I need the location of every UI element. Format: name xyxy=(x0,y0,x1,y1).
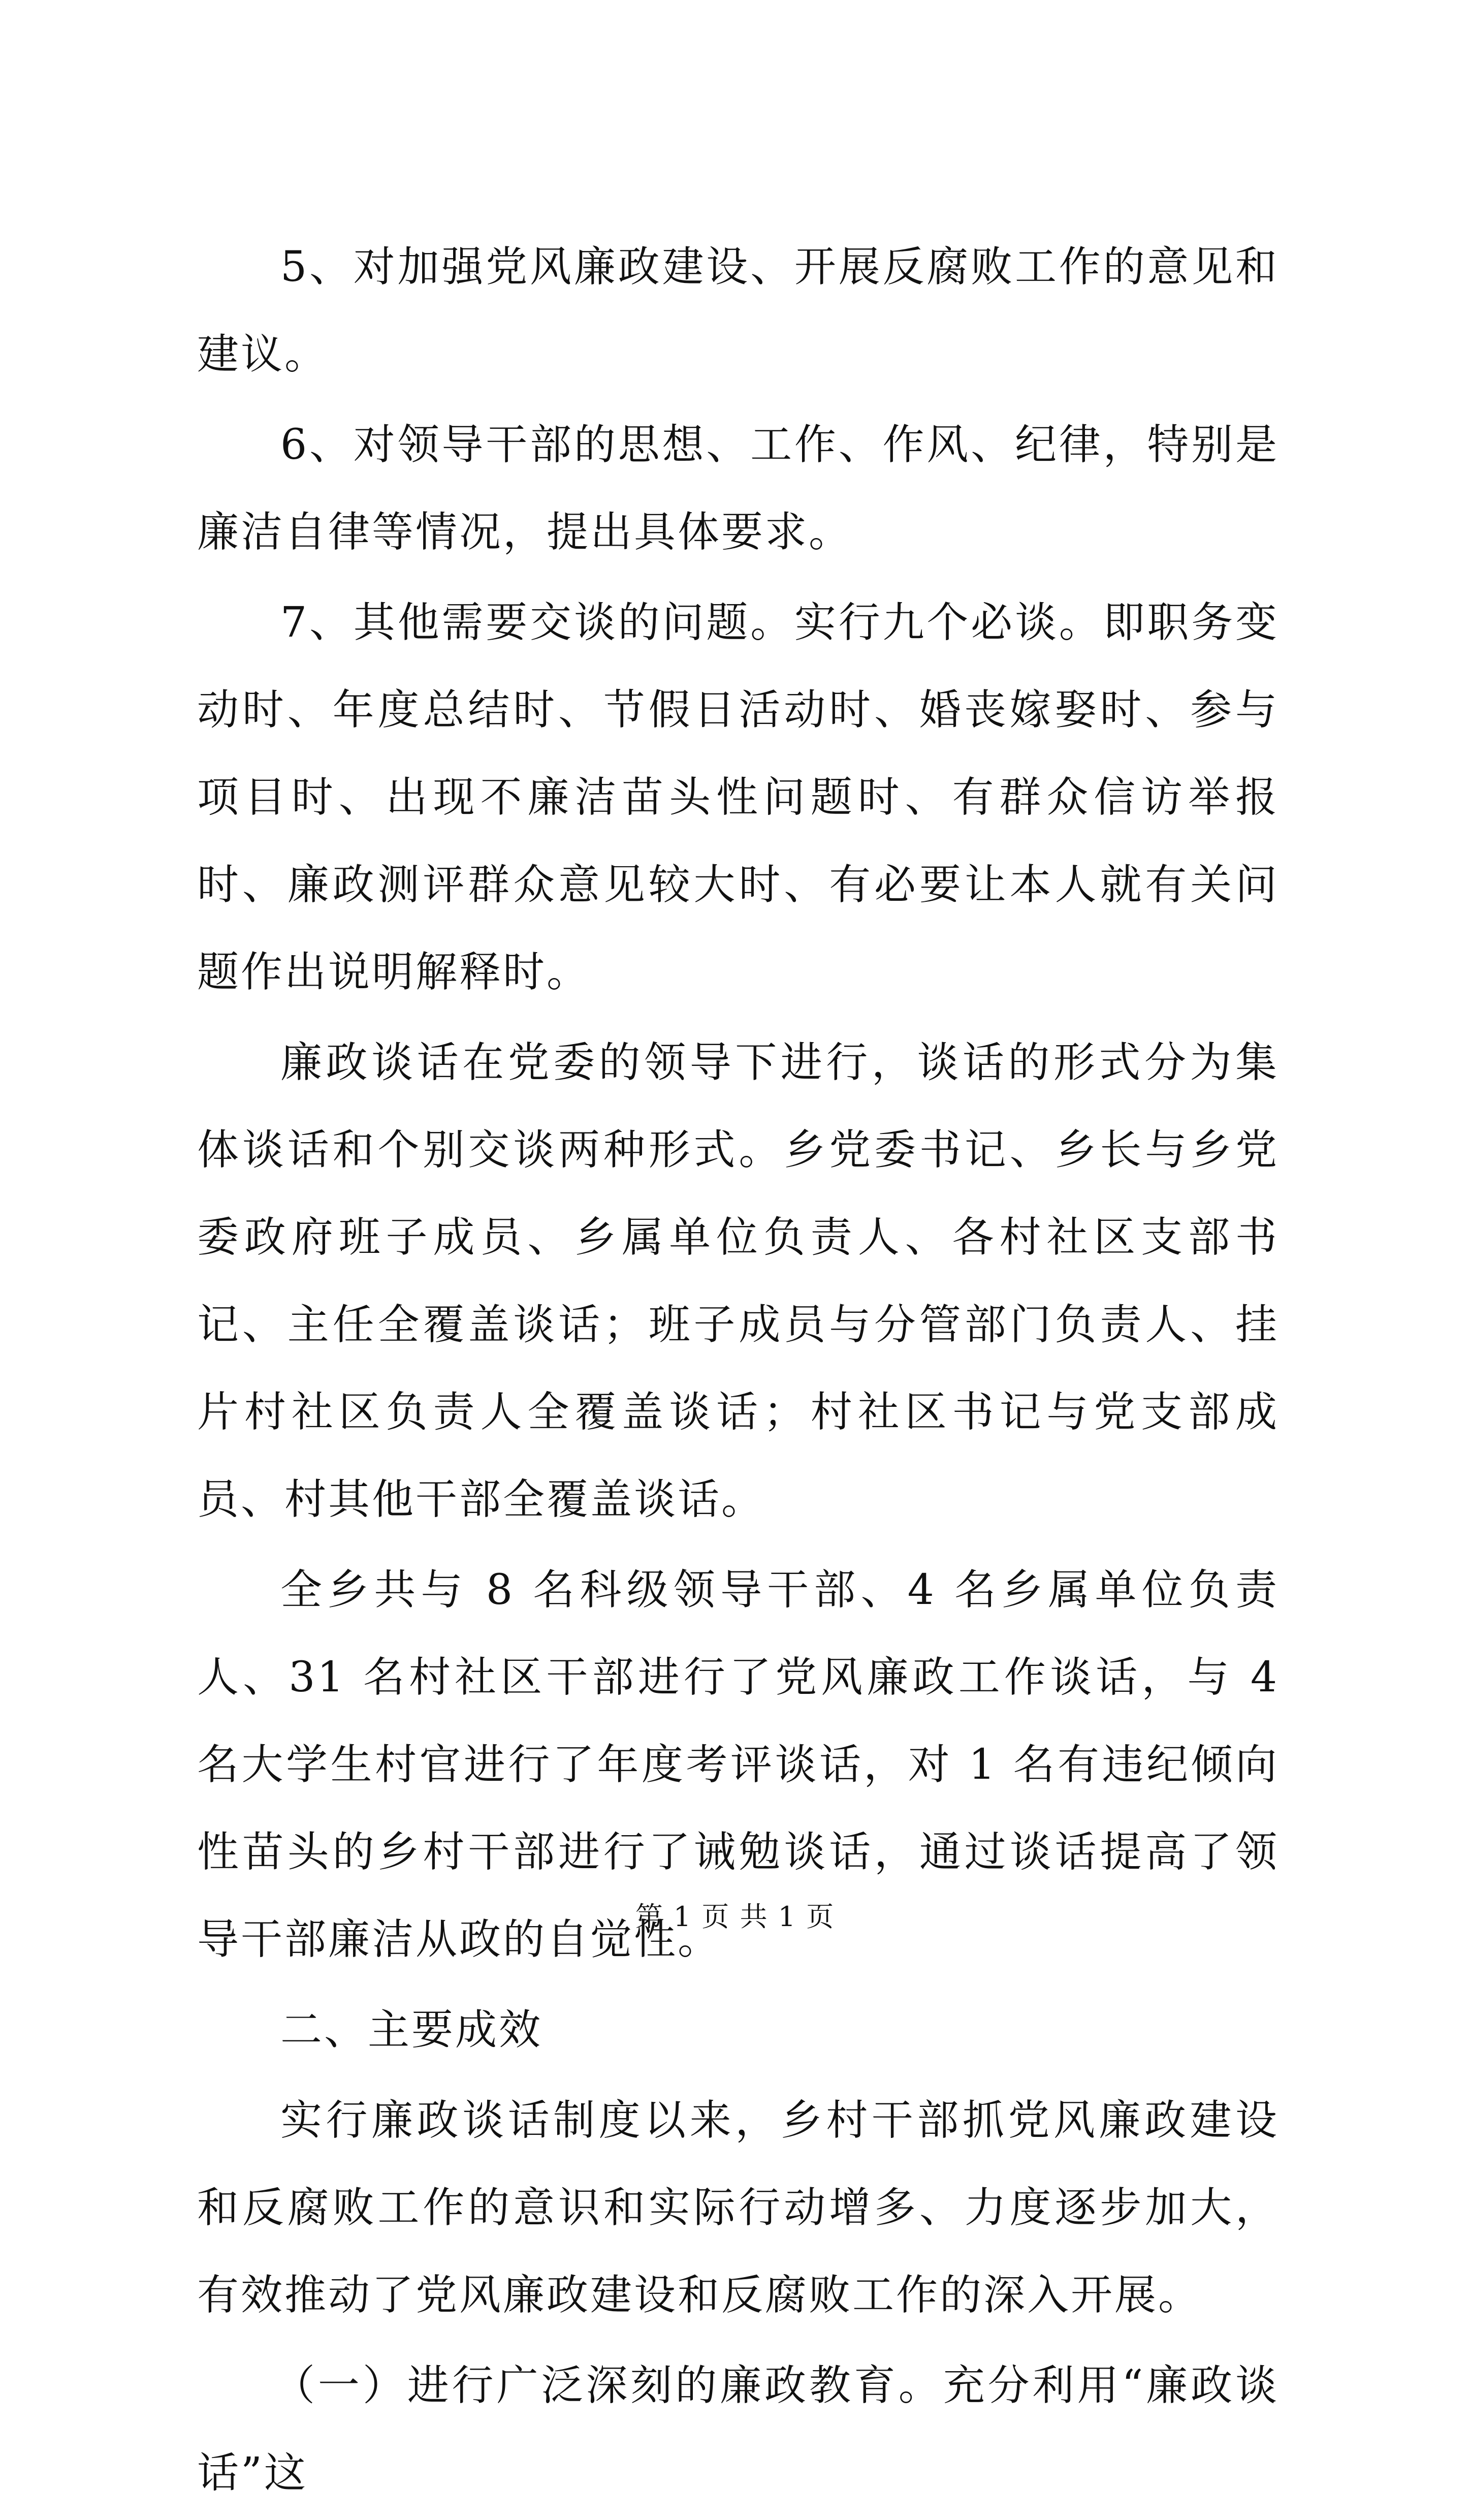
subsection-heading-education: （一）进行广泛深刻的廉政教育。充分利用“廉政谈话”这 xyxy=(197,2361,1279,2497)
paragraph-results-summary: 实行廉政谈话制度以来，乡村干部抓党风廉政建设和反腐败工作的意识和实际行动增多、力度逐步加大，有效推动了党风廉政建设和反腐败工作的深入开展。 xyxy=(197,2096,1279,2319)
paragraph-talk-format: 廉政谈话在党委的领导下进行，谈话的形式分为集体谈话和个别交谈两种形式。乡党委书记、乡长与乡党委政府班子成员、乡属单位负责人、各村社区支部书记、主任全覆盖谈话；班子成员与分管部门负责人、挂片村社区负责人全覆盖谈话；村社区书记与党支部成员、村其他干部全覆盖谈话。 xyxy=(197,1038,1279,1524)
document-body xyxy=(197,224,1279,2520)
paragraph-talk-statistics: 全乡共与 8 名科级领导干部、4 名乡属单位负责人、31 名村社区干部进行了党风廉政工作谈话，与 4 名大学生村官进行了年度考评谈话，对 1 名有违纪倾向性苗头的乡村干部进行了诫勉谈话，通过谈话提高了领导干部廉洁从政的自觉性。 xyxy=(197,1566,1279,1964)
section-heading-main-results: 二、主要成效 xyxy=(280,2006,543,2054)
paragraph-item-5: 5、对加强党风廉政建设、开展反腐败工作的意见和建议。 xyxy=(197,243,1279,379)
page-footer: 第 1 页 共 1 页 xyxy=(635,1901,835,1933)
paragraph-item-7: 7、其他需要交谈的问题。实行九个必谈。即职务变动时、年度总结时、节假日活动时、婚丧嫁娶时、参与项目时、出现不廉洁苗头性问题时、有群众信访举报时、廉政测评群众意见较大时、有必要让本人就有关问题作出说明解释时。 xyxy=(197,598,1279,996)
paragraph-item-6: 6、对领导干部的思想、工作、作风、纪律，特别是廉洁自律等情况，提出具体要求。 xyxy=(197,421,1279,556)
